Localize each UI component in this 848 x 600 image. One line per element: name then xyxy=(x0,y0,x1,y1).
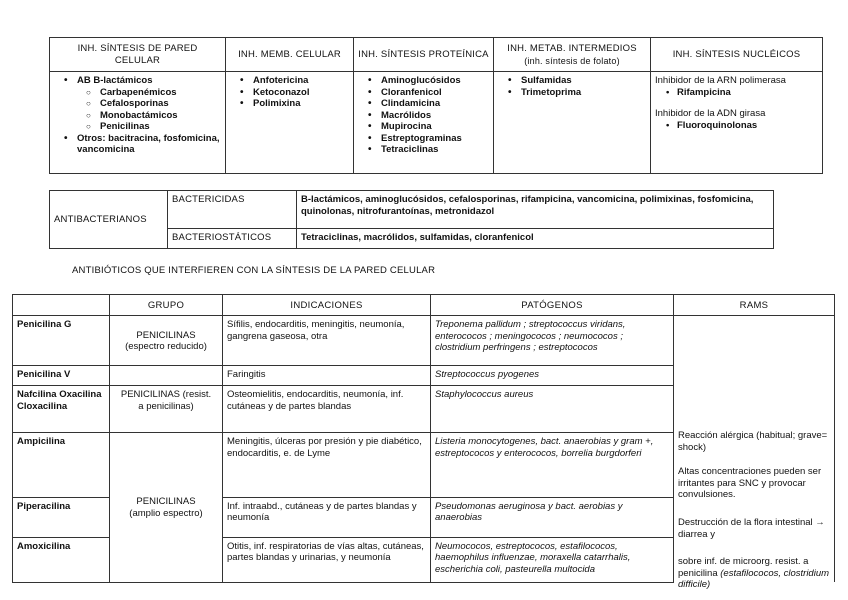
proteinica-item: • Macrólidos xyxy=(368,110,490,122)
mechanism-table xyxy=(49,37,823,174)
bacteriostaticos-value: Tetraciclinas, macrólidos, sulfamidas, cloranfenicol xyxy=(297,229,774,249)
metab-item: • Trimetoprima xyxy=(508,87,647,99)
nucleicos-item: • Fluoroquinolonas xyxy=(655,120,819,132)
rams-text-plain: sobre inf. de microorg. resist. a penicilina xyxy=(678,556,809,579)
patogenos-cell: Streptococcus pyogenes xyxy=(431,366,674,386)
drug-name: Penicilina V xyxy=(13,366,110,386)
header-patogenos: PATÓGENOS xyxy=(431,295,674,316)
rams-text: Reacción alérgica (habitual; grave= shock) xyxy=(678,430,828,453)
group-detail: (espectro reducido) xyxy=(125,341,207,352)
table-row xyxy=(13,316,835,366)
pared-otros: • Otros: bacitracina, fosfomicina, vancomicina xyxy=(64,133,222,156)
membrana-item: • Anfotericina xyxy=(240,75,350,87)
header-proteinica: INH. SÍNTESIS PROTEÍNICA xyxy=(354,38,494,72)
patogenos-cell: Treponema pallidum ; streptococcus viridans, enterococos ; meningococos ; neumococos ; clostridium perfringens ; estreptococos xyxy=(431,316,674,366)
cell-membrana xyxy=(226,72,354,174)
section-caption: ANTIBIÓTICOS QUE INTERFIEREN CON LA SÍNTESIS DE LA PARED CELULAR xyxy=(72,265,436,276)
header-rams: RAMS xyxy=(674,295,835,316)
cell-nucleicos xyxy=(651,72,823,174)
cell-metab xyxy=(494,72,651,174)
rams-text xyxy=(678,556,830,591)
nucleicos-text: Inhibidor de la ADN girasa xyxy=(655,108,766,119)
pared-sub-item: ○ Carbapenémicos xyxy=(86,87,222,99)
indicaciones-cell: Sífilis, endocarditis, meningitis, neumonía, gangrena gaseosa, otra xyxy=(223,316,431,366)
proteinica-item: • Mupirocina xyxy=(368,121,490,133)
indicaciones-cell: Meningitis, úlceras por presión y pie diabético, endocarditis, e. de Lyme xyxy=(223,433,431,498)
metab-item: • Sulfamidas xyxy=(508,75,647,87)
proteinica-item: • Tetraciclinas xyxy=(368,144,490,156)
indicaciones-cell: Otitis, inf. respiratorias de vías altas, cutáneas, partes blandas y urinarias, y neumonía xyxy=(223,537,431,582)
drug-name: Nafcilina Oxacilina Cloxacilina xyxy=(13,386,110,433)
group-name: PENICILINAS (resist. xyxy=(120,389,212,400)
cell-proteinica xyxy=(354,72,494,174)
indicaciones-cell: Faringitis xyxy=(223,366,431,386)
pared-main-label: AB B-lactámicos xyxy=(77,75,153,86)
antibacterianos-label: ANTIBACTERIANOS xyxy=(50,191,168,249)
proteinica-item: • Cloranfenicol xyxy=(368,87,490,99)
group-cell xyxy=(110,433,223,583)
indicaciones-cell: Inf. intraabd., cutáneas y de partes blandas y neumonía xyxy=(223,497,431,537)
classification-table xyxy=(49,190,774,249)
proteinica-item: • Clindamicina xyxy=(368,98,490,110)
header-indicaciones: INDICACIONES xyxy=(223,295,431,316)
group-cell xyxy=(110,386,223,433)
group-cell xyxy=(110,316,223,366)
rams-text: Destrucción de la flora intestinal → diarrea y xyxy=(678,517,825,540)
header-grupo: GRUPO xyxy=(110,295,223,316)
cell-pared xyxy=(50,72,226,174)
header-metab-sub: (inh. síntesis de folato) xyxy=(524,55,620,66)
patogenos-cell: Staphylococcus aureus xyxy=(431,386,674,433)
rams-text-italic: (estafilococos, clostridium difficile) xyxy=(678,567,830,590)
drug-name: Ampicilina xyxy=(13,433,110,498)
group-name: PENICILINAS xyxy=(136,496,196,508)
proteinica-item: • Estreptograminas xyxy=(368,133,490,145)
header-metab xyxy=(494,38,651,72)
nucleicos-item: • Rifampicina xyxy=(655,87,819,99)
bactericidas-label: BACTERICIDAS xyxy=(168,191,297,229)
header-pared: INH. SÍNTESIS DE PARED CELULAR xyxy=(50,38,226,72)
pared-sub-item: ○ Penicilinas xyxy=(86,121,222,133)
patogenos-cell: Pseudomonas aeruginosa y bact. aerobias y anaerobias xyxy=(431,497,674,537)
drug-name: Amoxicilina xyxy=(13,537,110,582)
proteinica-item: • Aminoglucósidos xyxy=(368,75,490,87)
header-nucleicos: INH. SÍNTESIS NUCLÉICOS xyxy=(651,38,823,72)
pared-sub-item: ○ Monobactámicos xyxy=(86,110,222,122)
rams-cell xyxy=(674,316,835,590)
patogenos-cell: Neumococos, estreptococos, estafilococos, haemophilus influenzae, moraxella catarrhalis, escherichia coli, pasteurella multocida xyxy=(431,537,674,582)
indicaciones-cell: Osteomielitis, endocarditis, neumonía, inf. cutáneas y de partes blandas xyxy=(223,386,431,433)
patogenos-cell: Listeria monocytogenes, bact. anaerobias y gram +, estreptococos y enterococos, borrelia burgdorferi xyxy=(431,433,674,498)
penicillin-table xyxy=(12,294,835,590)
membrana-item: • Polimixina xyxy=(240,98,350,110)
group-detail: a penicilinas) xyxy=(138,400,194,412)
nucleicos-text: Inhibidor de la ARN polimerasa xyxy=(655,75,786,86)
header-metab-label: INH. METAB. INTERMEDIOS xyxy=(507,42,637,54)
rams-text: Altas concentraciones pueden ser irritantes para SNC y provocar convulsiones. xyxy=(678,466,822,500)
pared-main xyxy=(64,75,222,133)
header-membrana: INH. MEMB. CELULAR xyxy=(226,38,354,72)
bacteriostaticos-label: BACTERIOSTÁTICOS xyxy=(168,229,297,249)
membrana-item: • Ketoconazol xyxy=(240,87,350,99)
drug-name: Penicilina G xyxy=(13,316,110,366)
pared-sub-item: ○ Cefalosporinas xyxy=(86,98,222,110)
header-drug xyxy=(13,295,110,316)
group-detail: (amplio espectro) xyxy=(129,507,203,519)
drug-name: Piperacilina xyxy=(13,497,110,537)
bactericidas-value: B-lactámicos, aminoglucósidos, cefalosporinas, rifampicina, vancomicina, polimixinas, fosfomicina, quinolonas, nitrofurantoínas, metronidazol xyxy=(297,191,774,229)
group-name: PENICILINAS xyxy=(136,329,196,341)
group-cell-empty xyxy=(110,366,223,386)
